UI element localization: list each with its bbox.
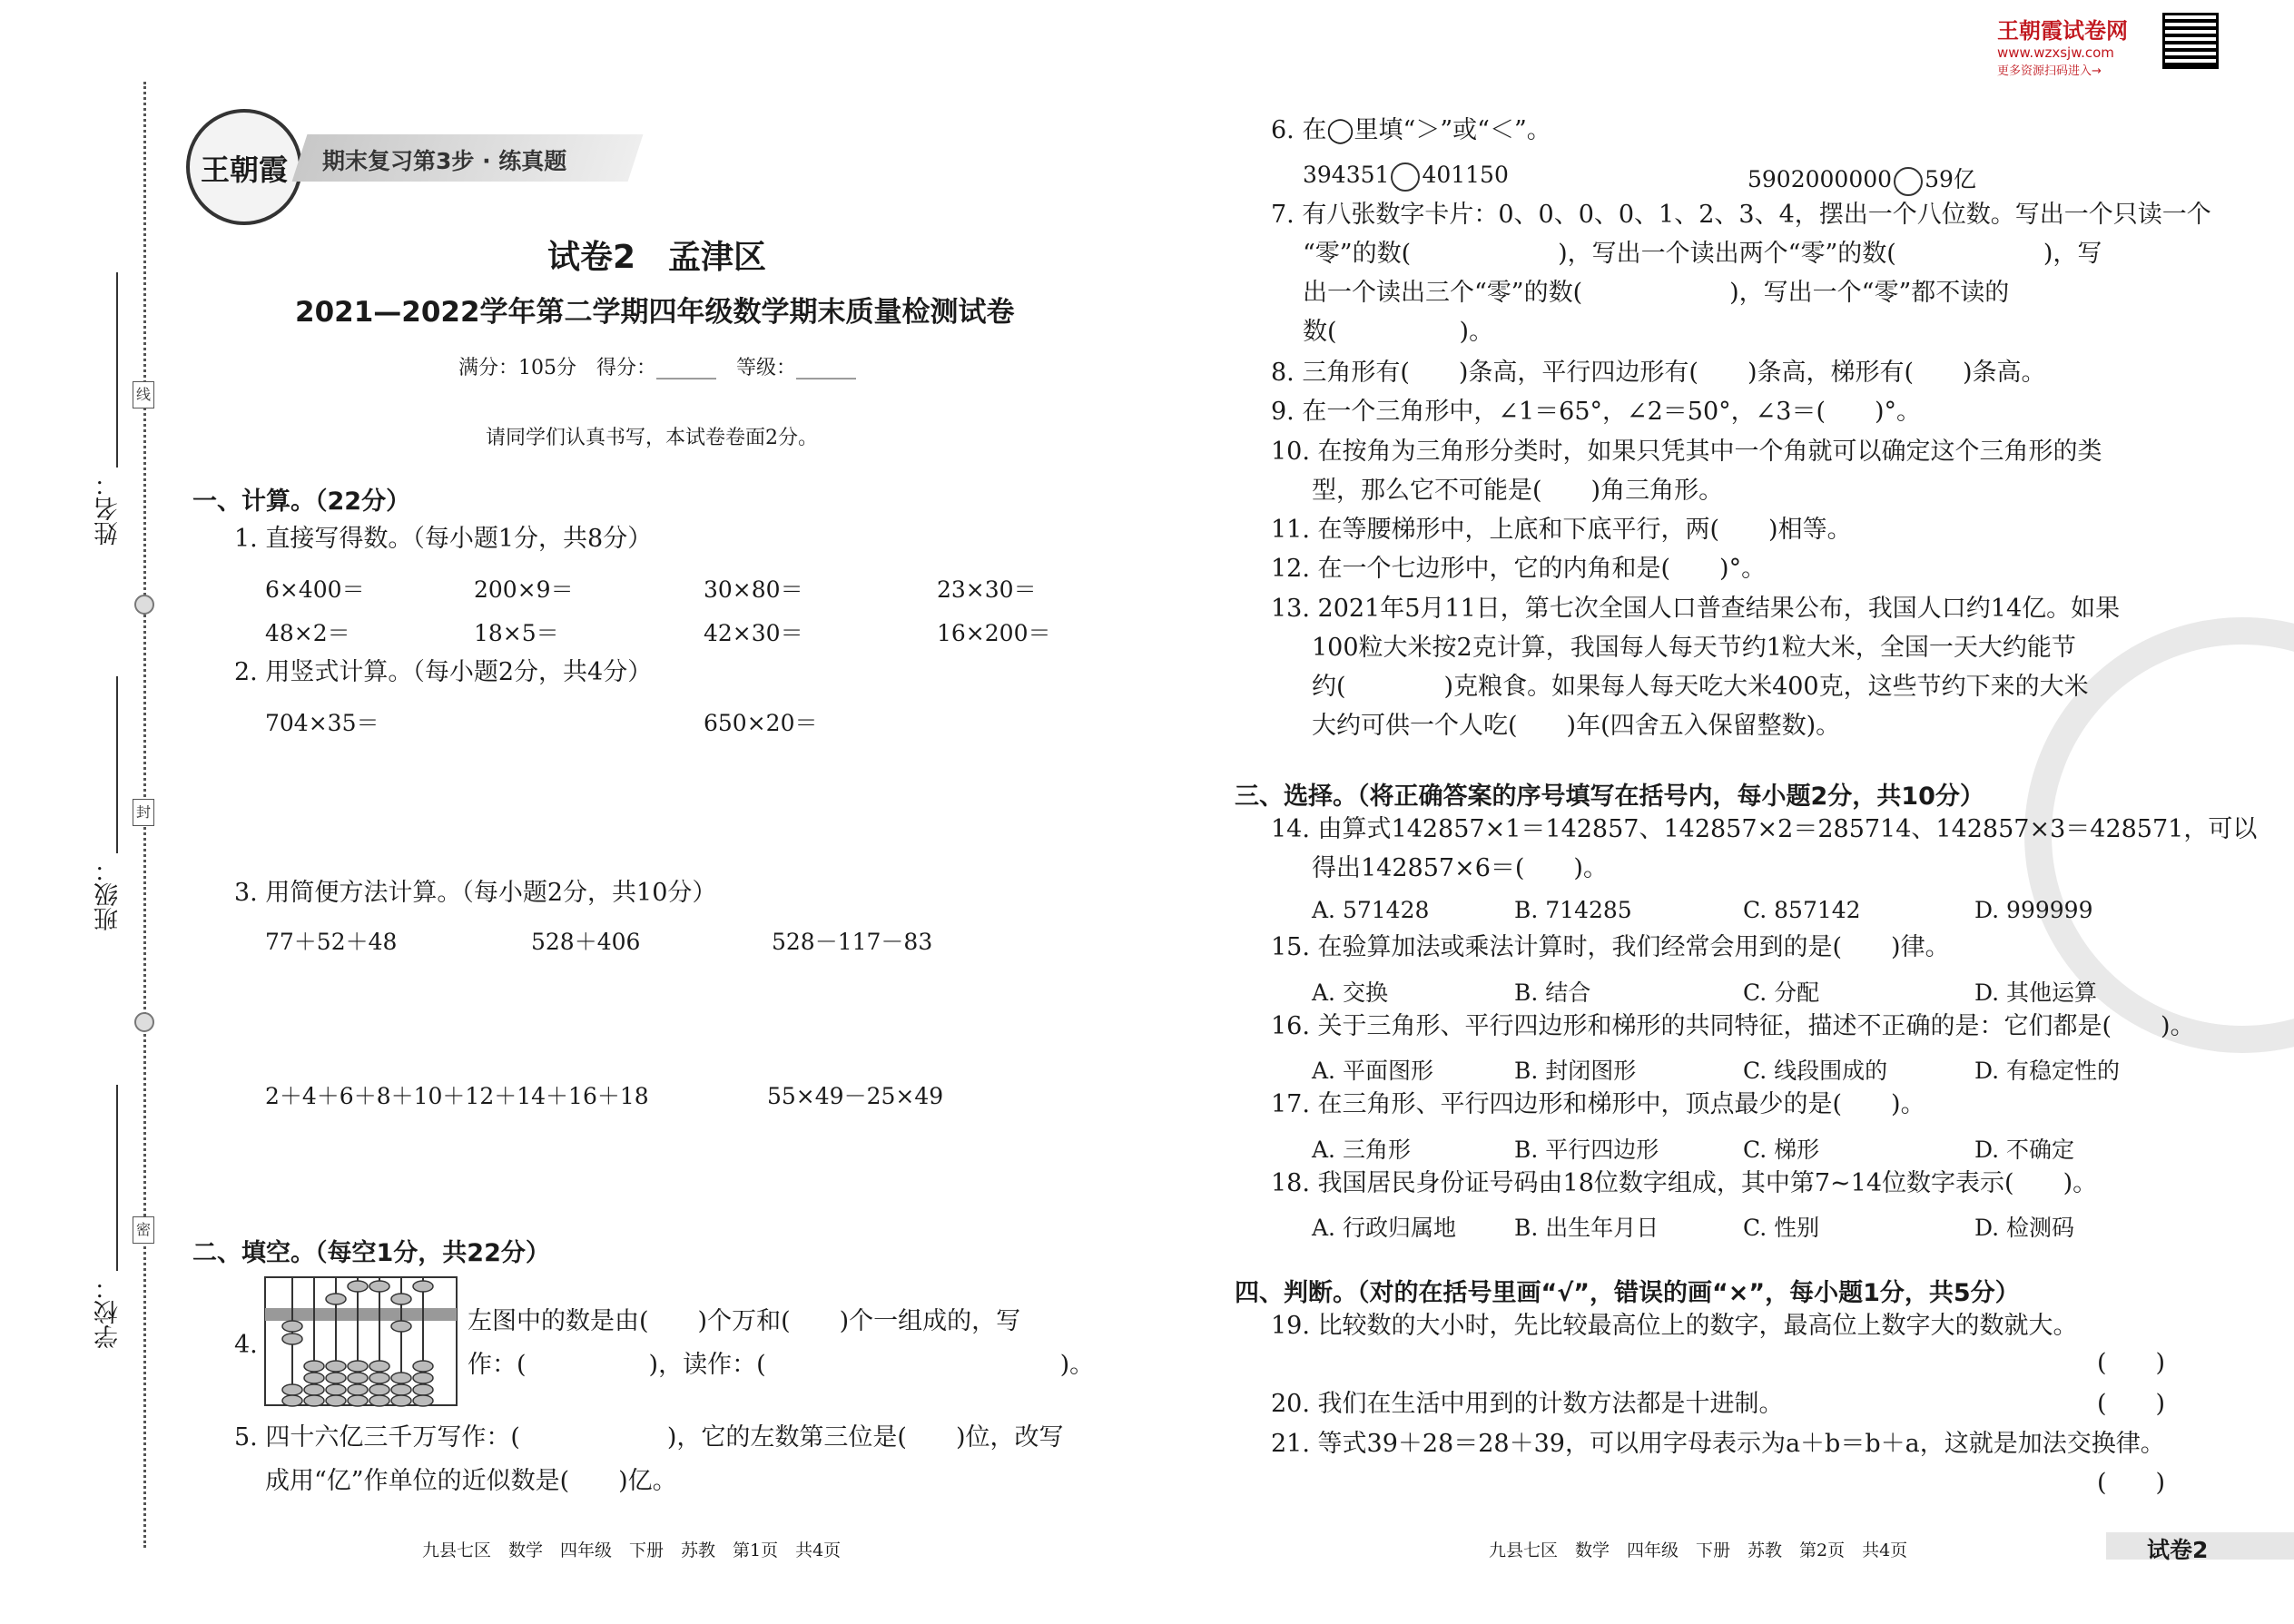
- brand-url[interactable]: www.wzxsjw.com: [1997, 44, 2114, 61]
- q16-option[interactable]: D. 有稳定性的: [1974, 1058, 2121, 1084]
- q6-row-2: [1748, 162, 1976, 196]
- q17-option[interactable]: C. 梯形: [1743, 1137, 1820, 1163]
- q7-line1: 7. 有八张数字卡片：0、0、0、0、1、2、3、4，摆出一个八位数。写出一个只读一个: [1271, 201, 2211, 229]
- page1-footer: 九县七区 数学 四年级 下册 苏教 第1页 共4页: [422, 1540, 842, 1560]
- q4-line1: 左图中的数是由( )个万和( )个一组成的，写: [468, 1307, 1021, 1335]
- q3-prompt: 3. 用简便方法计算。（每小题2分，共10分）: [234, 879, 717, 907]
- q18-option[interactable]: B. 出生年月日: [1514, 1215, 1659, 1241]
- school-blank: [116, 1085, 118, 1271]
- q7-line4: 数( )。: [1303, 318, 1494, 346]
- q1-item: 200×9＝: [474, 576, 574, 603]
- q17-option[interactable]: A. 三角形: [1312, 1137, 1411, 1163]
- q18: 18. 我国居民身份证号码由18位数字组成，其中第7~14位数字表示( )。: [1271, 1169, 2098, 1197]
- q15-option[interactable]: A. 交换: [1312, 979, 1388, 1006]
- q21: 21. 等式39＋28＝28＋39，可以用字母表示为a＋b＝b＋a，这就是加法交换律。: [1271, 1430, 2165, 1458]
- binding-char-secret: 密: [133, 1216, 154, 1244]
- q2-item: 650×20＝: [704, 710, 818, 736]
- q6-num-a: 394351: [1303, 162, 1390, 188]
- binding-char-line: 线: [133, 381, 154, 408]
- section-1-heading: 一、计算。（22分）: [192, 487, 411, 516]
- q14-option[interactable]: D. 999999: [1974, 897, 2093, 923]
- q6-row-1: [1303, 162, 1509, 192]
- q18-option[interactable]: C. 性别: [1743, 1215, 1820, 1241]
- q16-option[interactable]: C. 线段围成的: [1743, 1058, 1888, 1084]
- paper-title: 试卷2 孟津区: [547, 239, 767, 276]
- q3-item: 55×49－25×49: [767, 1083, 944, 1109]
- q11: 11. 在等腰梯形中，上底和下底平行，两( )相等。: [1271, 516, 1852, 544]
- qr-code-icon[interactable]: [2162, 13, 2219, 69]
- q14-line1: 14. 由算式142857×1＝142857、142857×2＝285714、142857×3＝428571，可以: [1271, 815, 2258, 843]
- q1-item: 6×400＝: [265, 576, 365, 603]
- q7-line3: 出一个读出三个“零”的数( )，写出一个“零”都不读的: [1303, 279, 2010, 307]
- q1-item: 48×2＝: [265, 620, 350, 646]
- q20: 20. 我们在生活中用到的计数方法都是十进制。: [1271, 1390, 1784, 1418]
- q5-line2: 成用“亿”作单位的近似数是( )亿。: [265, 1467, 677, 1495]
- q15: 15. 在验算加法或乘法计算时，我们经常会用到的是( )律。: [1271, 933, 1950, 961]
- section-3-heading: 三、选择。（将正确答案的序号填写在括号内，每小题2分，共10分）: [1235, 782, 1984, 811]
- section-2-heading: 二、填空。（每空1分，共22分）: [192, 1239, 550, 1267]
- q2-item: 704×35＝: [265, 710, 379, 736]
- q16-option[interactable]: A. 平面图形: [1312, 1058, 1433, 1084]
- q3-item: 2＋4＋6＋8＋10＋12＋14＋16＋18: [265, 1083, 649, 1109]
- q15-option[interactable]: C. 分配: [1743, 979, 1820, 1006]
- page2-footer: 九县七区 数学 四年级 下册 苏教 第2页 共4页: [1489, 1540, 1908, 1560]
- q3-item: 528＋406: [531, 929, 641, 955]
- name-label: 姓名：: [94, 472, 123, 546]
- q7-line2: “零”的数( )，写出一个读出两个“零”的数( )，写: [1303, 240, 2102, 268]
- paper-subtitle: 2021—2022学年第二学期四年级数学期末质量检测试卷: [295, 296, 1015, 329]
- q17: 17. 在三角形、平行四边形和梯形中，顶点最少的是( )。: [1271, 1090, 1925, 1118]
- q13-line2: 100粒大米按2克计算，我国每人每天节约1粒大米，全国一天大约能节: [1312, 634, 2076, 662]
- q15-option[interactable]: B. 结合: [1514, 979, 1591, 1006]
- q13-line3: 约( )克粮食。如果每人每天吃大米400克，这些节约下来的大米: [1312, 673, 2089, 701]
- abacus-image: [263, 1275, 458, 1407]
- q16: 16. 关于三角形、平行四边形和梯形的共同特征，描述不正确的是：它们都是( )。: [1271, 1012, 2195, 1040]
- q12: 12. 在一个七边形中，它的内角和是( )°。: [1271, 555, 1767, 583]
- q1-item: 30×80＝: [704, 576, 803, 603]
- q19-answer-paren[interactable]: ( ): [2097, 1349, 2166, 1377]
- q14-option[interactable]: A. 571428: [1312, 897, 1430, 923]
- q10-line1: 10. 在按角为三角形分类时，如果只凭其中一个角就可以确定这个三角形的类: [1271, 438, 2102, 466]
- q1-item: 18×5＝: [474, 620, 559, 646]
- q14-option[interactable]: C. 857142: [1743, 897, 1861, 923]
- section-4-heading: 四、判断。（对的在括号里画“√”，错误的画“×”，每小题1分，共5分）: [1235, 1279, 2020, 1307]
- q13-line4: 大约可供一个人吃( )年(四舍五入保留整数)。: [1312, 712, 1841, 740]
- q14-line2: 得出142857×6＝( )。: [1312, 854, 1608, 882]
- q6-prompt: 6. 在◯里填“＞”或“＜”。: [1271, 116, 1551, 144]
- binding-char-seal: 封: [133, 799, 154, 826]
- compare-circle[interactable]: [1894, 167, 1923, 196]
- q8: 8. 三角形有( )条高，平行四边形有( )条高，梯形有( )条高。: [1271, 359, 2046, 387]
- q2-prompt: 2. 用竖式计算。（每小题2分，共4分）: [234, 658, 653, 686]
- school-label: 学校：: [94, 1275, 123, 1349]
- q16-option[interactable]: B. 封闭图形: [1514, 1058, 1637, 1084]
- binding-hole: [134, 1012, 154, 1032]
- q14-option[interactable]: B. 714285: [1514, 897, 1632, 923]
- score-line: 满分：105分 得分：______ 等级：______: [458, 357, 856, 379]
- q1-item: 42×30＝: [704, 620, 803, 646]
- brand-slogan: 更多资源扫码进入→: [1997, 64, 2102, 78]
- q4-line2: 作：( )，读作：( )。: [468, 1351, 1095, 1379]
- q3-item: 77＋52＋48: [265, 929, 398, 955]
- q21-answer-paren[interactable]: ( ): [2097, 1469, 2166, 1497]
- writing-note: 请同学们认真书写，本试卷卷面2分。: [486, 427, 818, 449]
- class-blank: [116, 676, 118, 853]
- banner-text: 期末复习第3步 · 练真题: [322, 148, 567, 174]
- q19: 19. 比较数的大小时，先比较最高位上的数字，最高位上数字大的数就大。: [1271, 1312, 2078, 1340]
- q6-num-c: 5902000000: [1748, 166, 1893, 192]
- q5-line1: 5. 四十六亿三千万写作：( )，它的左数第三位是( )位，改写: [234, 1423, 1064, 1452]
- compare-circle[interactable]: [1391, 162, 1420, 192]
- brand-block: [1997, 13, 2128, 78]
- class-label: 班级：: [94, 858, 123, 931]
- q17-option[interactable]: B. 平行四边形: [1514, 1137, 1659, 1163]
- q13-line1: 13. 2021年5月11日，第七次全国人口普查结果公布，我国人口约14亿。如果: [1271, 595, 2121, 623]
- q17-option[interactable]: D. 不确定: [1974, 1137, 2075, 1163]
- publisher-logo: 王朝霞: [186, 109, 302, 225]
- q1-item: 23×30＝: [937, 576, 1037, 603]
- paper-tag: 试卷2: [2147, 1537, 2209, 1563]
- q15-option[interactable]: D. 其他运算: [1974, 979, 2098, 1006]
- q6-num-b: 401150: [1422, 162, 1509, 188]
- brand-name: 王朝霞试卷网: [1997, 18, 2128, 44]
- q10-line2: 型，那么它不可能是( )角三角形。: [1312, 477, 1724, 505]
- q1-prompt: 1. 直接写得数。（每小题1分，共8分）: [234, 525, 653, 553]
- binding-hole: [134, 595, 154, 615]
- q1-item: 16×200＝: [937, 620, 1051, 646]
- q6-num-d: 59亿: [1925, 166, 1976, 192]
- q4-number: 4.: [234, 1331, 258, 1359]
- q9: 9. 在一个三角形中，∠1＝65°，∠2＝50°，∠3＝( )°。: [1271, 398, 1922, 426]
- name-blank: [116, 272, 118, 468]
- q3-item: 528－117－83: [772, 929, 933, 955]
- q18-option[interactable]: D. 检测码: [1974, 1215, 2075, 1241]
- q20-answer-paren[interactable]: ( ): [2097, 1390, 2166, 1418]
- q18-option[interactable]: A. 行政归属地: [1312, 1215, 1456, 1241]
